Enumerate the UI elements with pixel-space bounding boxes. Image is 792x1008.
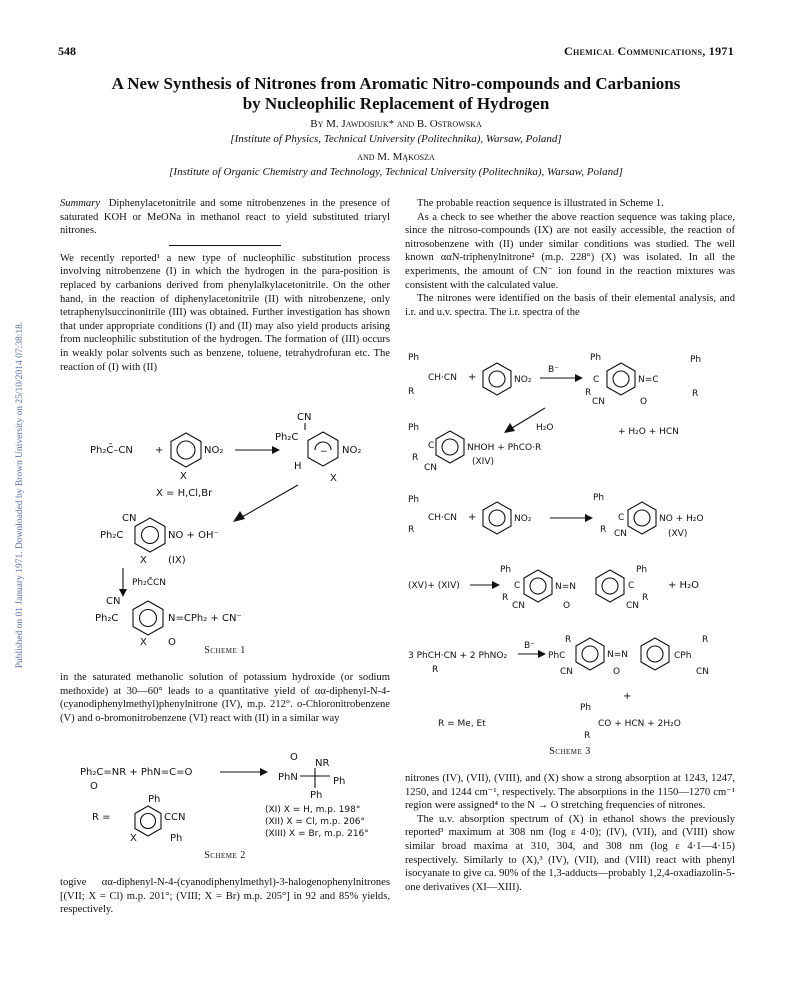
s3-cn11: CN xyxy=(696,667,710,677)
s3-xv: (XV) xyxy=(668,529,688,539)
s3-xiv: (XIV) xyxy=(472,457,494,467)
s2-r-eq: R = xyxy=(92,812,111,823)
left-paragraph-2: in the saturated methanolic solution of potassium hydroxide (or sodium methoxide) at 30—60° leads to a quantitative yield of αα-diphenyl-N-4-(cyanodiphenylmethyl)phenylnitrone (IV), m.p. 212°. o-Chloronitrobenzene (V) and o-bromonitrobenzene (VI) react with (II) in a similar way xyxy=(60,672,390,724)
s2-ph-right: Ph xyxy=(333,776,346,787)
s3-c6: C xyxy=(618,513,625,523)
scheme-2-label: Scheme 2 xyxy=(204,850,246,861)
s2-o-top: O xyxy=(290,752,298,763)
product-tail: N=CPh₂ + CN⁻ xyxy=(168,613,242,624)
left-paragraph-1: We recently reported¹ a new type of nucleophilic substitution process involving nitrobenzene (I) in which the hydrogen in the para-position is replaced by carbanions derived from phenylalkylacetonitrile. On the other hand, in the reaction of diphenylacetonitrile (II) with nitrobenzene, only tetraphenylsuccinonitrile (III) was obtained. Further investigation has shown that under appropriate conditions (I) and (II) may also yield products arising from nucleophilic substitution of the hydrogen. The formation of (III) occurs in weakly polar solvents such as benzene, toluene, tetrahydrofuran etc. The reaction of (I) with (II) xyxy=(60,252,390,373)
s3-r6: R xyxy=(600,525,607,535)
adduct-charge: − xyxy=(320,447,328,457)
s3-phc: PhC xyxy=(548,651,566,661)
scheme-3-label: Scheme 3 xyxy=(549,746,591,757)
s3-r12: R xyxy=(584,731,591,740)
s3-ph12: Ph xyxy=(580,703,592,713)
left-column-mid xyxy=(60,671,390,725)
title-line-1: A New Synthesis of Nitrones from Aromatic Nitro-compounds and Carbanions xyxy=(111,74,681,93)
right-column-top xyxy=(405,197,735,319)
s2-x: X xyxy=(130,833,137,844)
int-cn: CN xyxy=(122,513,137,524)
s3-h2o: H₂O xyxy=(536,423,554,433)
s3-ph1: Ph xyxy=(408,353,420,363)
s3-r5: R xyxy=(408,525,415,535)
prod-o: O xyxy=(168,637,176,648)
s3-cn10: CN xyxy=(560,667,574,677)
x-substituent: X xyxy=(180,471,187,482)
intermediate-ring xyxy=(135,518,165,552)
scheme-1-label: Scheme 1 xyxy=(204,645,246,656)
left-column-top xyxy=(60,197,390,374)
right-paragraph-3: The nitrones were identified on the basis of their elemental analysis, and i.r. and u.v. spectra. The i.r. spectra of the xyxy=(405,293,735,318)
affiliation-2: [Institute of Organic Chemistry and Technology, Technical University (Politechnika), Warsaw, Poland] xyxy=(169,166,623,178)
s3-neqn2: N=N xyxy=(607,650,629,660)
s3-no2-5: NO₂ xyxy=(514,514,532,524)
int-x: X xyxy=(140,555,147,566)
scheme-1-diagram xyxy=(60,405,395,655)
prod-cn: CN xyxy=(106,596,121,607)
s3-ph8: Ph xyxy=(636,565,648,575)
ring-circle xyxy=(177,441,195,459)
s3-cph: CPh xyxy=(674,651,692,661)
s3-r-me-et: R = Me, Et xyxy=(438,719,486,729)
ph2c-cn-reactant: Ph₂C̄–CN xyxy=(90,445,133,456)
s2-ph-bottom: Ph xyxy=(310,790,323,801)
s3-ph2: Ph xyxy=(590,353,602,363)
s3-r7: R xyxy=(502,593,509,603)
s3-plus1: + xyxy=(468,372,477,383)
article-title xyxy=(40,74,752,114)
s3-neqn1: N=N xyxy=(555,582,577,592)
right-paragraph-4: nitrones (IV), (VII), (VIII), and (X) show a strong absorption at 1243, 1247, 1250, and 1244 cm⁻¹, respectively. The absorptions in the 1150—1270 cm⁻¹ region were assigned⁴ to the N → O stretching frequencies of nitrones. xyxy=(405,773,735,812)
adduct-ph2c: Ph₂C xyxy=(275,432,299,443)
s3-plus5: + xyxy=(468,512,477,523)
summary-label: Summary xyxy=(60,198,101,209)
download-note: Published on 01 January 1971. Downloaded by Brown University on 25/10/2014 07:38:18. xyxy=(15,321,25,669)
authors-block xyxy=(40,117,752,180)
s3-r1: R xyxy=(408,387,415,397)
page-number: 548 xyxy=(58,44,76,58)
left-paragraph-3: togive αα-diphenyl-N-4-(cyanodiphenylmethyl)-3-halogenophenylnitrones [(VII; X = Cl) m.p. 201°; (VIII; X = Br) m.p. 205°] in 92 and 85% yields, respectively. xyxy=(60,877,390,916)
s3-c: C xyxy=(593,375,600,385)
right-column-bottom xyxy=(405,772,735,894)
s2-phn: PhN xyxy=(278,772,298,783)
s3-ph6: Ph xyxy=(593,493,605,503)
journal-name: Chemical Communications, 1971 xyxy=(564,44,734,58)
s3-cn6: CN xyxy=(614,529,628,539)
summary-divider xyxy=(169,245,281,246)
s3-b1: B⁻ xyxy=(548,365,559,375)
nitro-label: NO₂ xyxy=(204,445,224,456)
s3-o7: O xyxy=(563,601,571,611)
s3-cn8: CN xyxy=(626,601,640,611)
s3-r10: R xyxy=(565,635,572,645)
s2-ph-low: Ph xyxy=(170,833,183,844)
title-line-2: by Nucleophilic Replacement of Hydrogen xyxy=(242,94,550,113)
plus-sign: + xyxy=(155,445,164,456)
prod-ph2c: Ph₂C xyxy=(95,613,119,624)
s3-ph4: Ph xyxy=(408,423,420,433)
right-paragraph-2: As a check to see whether the above reaction sequence was taking place, since the nitroso-compounds (IX) are not easily accessible, the reaction of nitrosobenzene with (II) under similar conditions was studied. The well known ααN-triphenylnitrone² (m.p. 228°) (X) was isolated. In all the experiments, the amount of CN⁻ ion found in the reaction mixtures was consistent with the calculated value. xyxy=(405,211,735,291)
s3-cn4: CN xyxy=(424,463,438,473)
affiliation-1: [Institute of Physics, Technical University (Politechnika), Warsaw, Poland] xyxy=(230,133,562,145)
s3-plus-h2o: + H₂O xyxy=(668,580,699,591)
reagent-ph2ccn: Ph₂C̄CN xyxy=(132,578,167,588)
s3-cn2: CN xyxy=(592,397,606,407)
scheme-3-diagram xyxy=(400,340,740,740)
s3-ph3: Ph xyxy=(690,355,702,365)
label-ix: (IX) xyxy=(168,555,186,566)
s2-ring xyxy=(135,806,161,836)
compound-xiii: (XIII) X = Br, m.p. 216° xyxy=(265,829,369,839)
authors-line-1: By M. Jawdosiuk* and B. Ostrowska xyxy=(310,118,482,130)
s3-c8: C xyxy=(628,581,635,591)
product-ring xyxy=(133,601,163,635)
s3-o1: O xyxy=(640,397,648,407)
adduct-h: H xyxy=(294,461,302,472)
summary-text: Diphenylacetonitrile and some nitrobenzenes in the presence of saturated KOH or MeONa in methanol react to yield substituted triaryl nitrones. xyxy=(60,198,390,237)
s3-no-h2o: NO + H₂O xyxy=(659,514,704,524)
s3-o10: O xyxy=(613,667,621,677)
s3-b2: B⁻ xyxy=(524,641,535,651)
adduct-no2: NO₂ xyxy=(342,445,362,456)
nitrobenzene-ring xyxy=(171,433,201,467)
no-ohm: NO + OH⁻ xyxy=(168,530,219,541)
prod-x: X xyxy=(140,637,147,648)
compound-xii: (XII) X = Cl, m.p. 206° xyxy=(265,817,366,827)
s2-nr: NR xyxy=(315,758,330,769)
summary xyxy=(60,197,390,238)
s3-chcn1: CH·CN xyxy=(428,373,457,383)
s3-no2-1: NO₂ xyxy=(514,375,532,385)
s3-xv-xiv: (XV)+ (XIV) xyxy=(408,581,460,591)
s3-r3: R xyxy=(692,389,699,399)
s3-r2: R xyxy=(585,388,592,398)
s3-plus-final: + xyxy=(623,691,632,702)
s3-c7: C xyxy=(514,581,521,591)
s3-nhoh: NHOH + PhCO·R xyxy=(467,443,542,453)
s3-h2o-hcn: + H₂O + HCN xyxy=(618,427,679,437)
left-column-bottom xyxy=(60,876,390,917)
adduct-x: X xyxy=(330,473,337,484)
s3-r4: R xyxy=(412,453,419,463)
s3-c2: C xyxy=(428,441,435,451)
s3-chcn5: CH·CN xyxy=(428,513,457,523)
right-paragraph-1: The probable reaction sequence is illustrated in Scheme 1. xyxy=(417,198,664,209)
s3-cn7: CN xyxy=(512,601,526,611)
s3-s3left: 3 PhCH·CN + 2 PhNO₂ xyxy=(408,651,508,661)
s3-ph7: Ph xyxy=(500,565,512,575)
s2-o: O xyxy=(90,781,98,792)
s3-r9: R xyxy=(432,665,439,675)
x-definition: X = H,Cl,Br xyxy=(156,488,213,499)
s3-neqc: N=C xyxy=(638,375,659,385)
adduct-cn: CN xyxy=(297,412,312,423)
int-ph2c: Ph₂C xyxy=(100,530,124,541)
s2-ccn: CCN xyxy=(164,812,186,823)
s3-r11: R xyxy=(702,635,709,645)
compound-xi: (XI) X = H, m.p. 198° xyxy=(265,805,361,815)
s2-reactants: Ph₂C=NR + PhN=C=O xyxy=(80,767,193,778)
s3-ph5: Ph xyxy=(408,495,420,505)
right-paragraph-5: The u.v. absorption spectrum of (X) in ethanol shows the previously reported³ maximum at 308 nm (log ε 4·0); (IV), (VII), and (VIII) show similar broad maxima at 310, 304, and 308 nm (log ε 4·1—4·15) respectively. Similarly to (X),³ (IV), (VII), and (VIII) react with phenyl isocyanate to give ca. 90% of the 1,3-adducts—probably 1,2,4-oxadiazolin-5-one derivatives (XI—XIII). xyxy=(405,813,735,893)
s3-r8: R xyxy=(642,593,649,603)
s2-ph-top: Ph xyxy=(148,794,161,805)
scheme-2-diagram xyxy=(60,740,395,845)
s3-co-tail: CO + HCN + 2H₂O xyxy=(598,719,681,729)
authors-line-2: and M. Mąkosza xyxy=(357,151,435,163)
